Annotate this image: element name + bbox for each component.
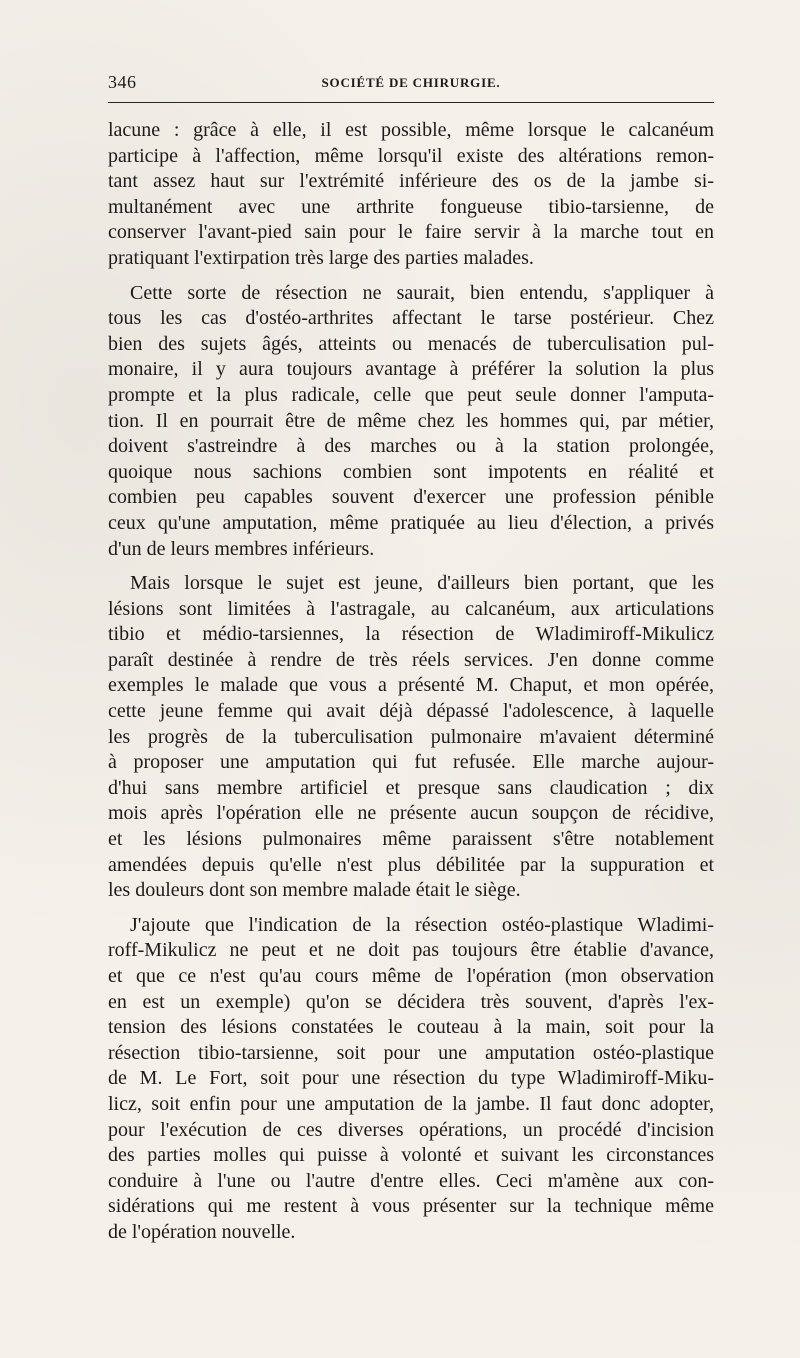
text-line: lacune : grâce à elle, il est possible, même lorsque le calcanéum [108, 119, 714, 141]
text-line: cette jeune femme qui avait déjà dépassé l'adolescence, à laquelle [108, 700, 714, 723]
text-line: en est un exemple) qu'on se décidera très souvent, d'après l'ex- [108, 990, 714, 1013]
paragraph [108, 118, 714, 272]
text-line: des parties molles qui puisse à volonté et suivant les circonstances [108, 1144, 714, 1167]
paragraph [108, 281, 714, 563]
text-line: conserver l'avant-pied sain pour le faire servir à la marche tout en [108, 221, 714, 244]
text-line: à proposer une amputation qui fut refusée. Elle marche aujour- [108, 751, 714, 774]
paragraph [108, 913, 714, 1246]
text-line: mois après l'opération elle ne présente aucun soupçon de récidive, [108, 802, 714, 825]
text-line: d'hui sans membre artificiel et presque sans claudication ; dix [108, 776, 714, 799]
text-line: bien des sujets âgés, atteints ou menacés de tuberculisation pul- [108, 332, 714, 355]
text-line: tension des lésions constatées le couteau à la main, soit pour la [108, 1016, 714, 1039]
text-line: résection tibio-tarsienne, soit pour une amputation ostéo-plastique [108, 1041, 714, 1064]
paragraph [108, 571, 714, 904]
text-line: pratiquant l'extirpation très large des parties malades. [108, 246, 534, 269]
text-line: tous les cas d'ostéo-arthrites affectant le tarse postérieur. Chez [108, 307, 714, 330]
text-line: lésions sont limitées à l'astragale, au calcanéum, aux articulations [108, 597, 714, 620]
text-line: tibio et médio-tarsiennes, la résection de Wladimiroff-Mikulicz [108, 623, 714, 646]
text-line: conduire à l'une ou l'autre d'entre elles. Ceci m'amène aux con- [108, 1169, 714, 1192]
text-line: et que ce n'est qu'au cours même de l'opération (mon observation [108, 965, 714, 987]
text-line: multanément avec une arthrite fongueuse tibio-tarsienne, de [108, 195, 714, 218]
text-line: participe à l'affection, même lorsqu'il existe des altérations remon- [108, 144, 714, 167]
text-line: paraît destinée à rendre de très réels services. J'en donne comme [108, 648, 714, 671]
text-line: prompte et la plus radicale, celle que peut seule donner l'amputa- [108, 383, 714, 406]
page-number: 346 [108, 72, 137, 92]
text-line: d'un de leurs membres inférieurs. [108, 537, 375, 560]
body-text [108, 118, 714, 1255]
text-line: sidérations qui me restent à vous présenter sur la technique même [108, 1195, 714, 1218]
text-line: Mais lorsque le sujet est jeune, d'ailleurs bien portant, que les [130, 572, 714, 595]
header-rule [108, 102, 714, 103]
text-line: combien peu capables souvent d'exercer une profession pénible [108, 486, 714, 509]
text-line: de M. Le Fort, soit pour une résection du type Wladimiroff-Miku- [108, 1067, 714, 1090]
text-line: tion. Il en pourrait être de même chez les hommes qui, par métier, [108, 409, 714, 432]
text-line: monaire, il y aura toujours avantage à préférer la solution la plus [108, 358, 714, 381]
text-line: et les lésions pulmonaires même paraissent s'être notablement [108, 828, 714, 851]
text-line: les douleurs dont son membre malade était le siège. [108, 879, 521, 902]
text-line: pour l'exécution de ces diverses opérations, un procédé d'incision [108, 1118, 714, 1141]
page-header [108, 72, 714, 98]
text-line: amendées depuis qu'elle n'est plus débilitée par la suppuration et [108, 853, 714, 876]
text-line: doivent s'astreindre à des marches ou à la station prolongée, [108, 435, 714, 458]
running-head: SOCIÉTÉ DE CHIRURGIE. [321, 75, 501, 90]
text-line: tant assez haut sur l'extrémité inférieure des os de la jambe si- [108, 170, 714, 193]
text-line: roff-Mikulicz ne peut et ne doit pas toujours être établie d'avance, [108, 939, 714, 962]
text-line: ceux qu'une amputation, même pratiquée au lieu d'élection, a privés [108, 511, 714, 534]
text-line: Cette sorte de résection ne saurait, bien entendu, s'appliquer à [130, 281, 714, 304]
text-line: de l'opération nouvelle. [108, 1220, 296, 1243]
text-line: exemples le malade que vous a présenté M. Chaput, et mon opérée, [108, 674, 714, 697]
text-line: J'ajoute que l'indication de la résection ostéo-plastique Wladimi- [130, 913, 714, 936]
text-line: quoique nous sachions combien sont impotents en réalité et [108, 460, 714, 483]
text-line: les progrès de la tuberculisation pulmonaire m'avaient déterminé [108, 725, 714, 748]
text-line: licz, soit enfin pour une amputation de la jambe. Il faut donc adopter, [108, 1092, 714, 1115]
